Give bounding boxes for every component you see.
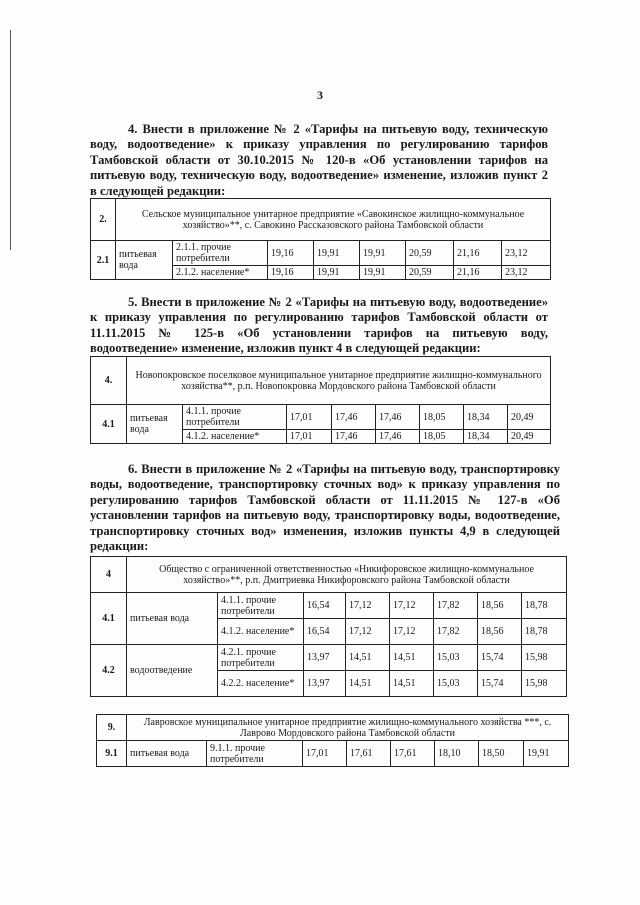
section-5-paragraph [90,295,548,357]
tariff-value: 17,61 [347,741,391,767]
table-row-code: 4 [91,557,127,593]
consumer-subcategory: 4.1.2. население* [218,619,304,645]
section-4-paragraph [90,122,548,199]
tariff-value: 14,51 [346,671,390,697]
service-category: питьевая вода [127,593,218,645]
tariff-value: 15,74 [478,645,522,671]
consumer-subcategory: 4.1.1. прочие потребители [218,593,304,619]
tariff-value: 19,16 [268,241,314,266]
tariff-value: 19,16 [268,266,314,280]
tariff-value: 18,05 [420,405,464,430]
tariff-value: 19,91 [524,741,569,767]
tariff-value: 14,51 [346,645,390,671]
tariff-value: 20,59 [406,241,454,266]
tariff-value: 17,12 [390,619,434,645]
table-row-code: 4. [91,357,127,405]
tariff-value: 19,91 [360,266,406,280]
service-category: питьевая вода [127,741,207,767]
section-6-paragraph [90,462,560,554]
tariff-value: 17,12 [346,619,390,645]
tariff-value: 17,01 [287,430,332,444]
tariff-value: 17,12 [390,593,434,619]
consumer-subcategory: 4.1.1. прочие потребители [183,405,287,430]
tariff-value: 19,91 [314,266,360,280]
organization-header: Новопокровское поселковое муниципальное унитарное предприятие жилищно-коммунального хозяйства**, р.п. Новопокровка Мордовского района Тамбовской области [127,357,551,405]
tariff-value: 21,16 [454,266,502,280]
tariff-value: 17,12 [346,593,390,619]
service-category: водоотведение [127,645,218,697]
tariff-value: 17,01 [287,405,332,430]
tariff-value: 16,54 [304,619,346,645]
tariff-value: 14,51 [390,645,434,671]
tariff-value: 17,01 [303,741,347,767]
service-category: питьевая вода [127,405,183,444]
table-row-code: 4.1 [91,405,127,444]
page-number: 3 [317,88,323,102]
tariff-value: 19,91 [360,241,406,266]
tariff-value: 21,16 [454,241,502,266]
service-category: питьевая вода [116,241,173,280]
tariff-value: 18,56 [478,593,522,619]
tariff-value: 13,97 [304,645,346,671]
tariff-value: 15,98 [522,671,567,697]
tariff-value: 18,50 [479,741,524,767]
table-row-code: 2. [91,199,116,241]
tariff-table-4 [90,356,551,444]
scan-edge-mark [10,30,11,250]
table-row-code: 9.1 [97,741,127,767]
tariff-value: 20,49 [508,430,551,444]
tariff-value: 17,82 [434,619,478,645]
tariff-value: 17,46 [376,405,420,430]
tariff-table-2 [90,198,551,280]
tariff-value: 15,74 [478,671,522,697]
consumer-subcategory: 4.2.2. население* [218,671,304,697]
tariff-value: 18,10 [435,741,479,767]
table-row-code: 4.1 [91,593,127,645]
consumer-subcategory: 4.1.2. население* [183,430,287,444]
section-5-text: 5. Внести в приложение № 2 «Тарифы на питьевую воду, водоотведение» к приказу управления по регулированию тарифов Тамбовской области от 11.11.2015 № 125-в «Об установлении тарифов на питьевую воду, водоотведение» изменение, изложив пункт 4 в следующей редакции: [90,295,548,356]
tariff-value: 17,46 [376,430,420,444]
table-row-code: 4.2 [91,645,127,697]
tariff-value: 14,51 [390,671,434,697]
tariff-value: 18,56 [478,619,522,645]
tariff-table-4-nikiforovka [90,556,567,697]
tariff-value: 18,34 [464,430,508,444]
tariff-table-9-lavrovo [96,714,569,767]
tariff-value: 23,12 [502,266,551,280]
tariff-value: 13,97 [304,671,346,697]
tariff-value: 17,82 [434,593,478,619]
table-row-code: 2.1 [91,241,116,280]
tariff-value: 17,46 [332,430,376,444]
tariff-value: 20,49 [508,405,551,430]
table-row-code: 9. [97,715,127,741]
organization-header: Лавровское муниципальное унитарное предприятие жилищно-коммунального хозяйства ***, с. Лаврово Мордовского района Тамбовской области [127,715,569,741]
consumer-subcategory: 9.1.1. прочие потребители [207,741,303,767]
tariff-value: 17,46 [332,405,376,430]
organization-header: Сельское муниципальное унитарное предприятие «Савокинское жилищно-коммунальное хозяйство»**, с. Савокино Рассказовского района Тамбовской области [116,199,551,241]
tariff-value: 18,78 [522,593,567,619]
section-6-text: 6. Внести в приложение № 2 «Тарифы на питьевую воду, транспортировку воды, водоотведение, транспортировку сточных вод» к приказу управления по регулированию тарифов Тамбовской области от 11.11.2015 № 127-в «Об установлении тарифов на питьевую воду, транспортировку воды, водоотведение, транспортировку сточных вод» изменения, изложив пункты 4,9 в следующей редакции: [90,462,560,554]
tariff-value: 23,12 [502,241,551,266]
tariff-value: 15,98 [522,645,567,671]
consumer-subcategory: 2.1.1. прочие потребители [173,241,268,266]
tariff-value: 17,61 [391,741,435,767]
organization-header: Общество с ограниченной ответственностью «Никифоровское жилищно-коммунальное хозяйство»**, р.п. Дмитриевка Никифоровского района Тамбовской области [127,557,567,593]
tariff-value: 18,34 [464,405,508,430]
tariff-value: 19,91 [314,241,360,266]
tariff-value: 20,59 [406,266,454,280]
tariff-value: 18,78 [522,619,567,645]
tariff-value: 16,54 [304,593,346,619]
consumer-subcategory: 4.2.1. прочие потребители [218,645,304,671]
tariff-value: 18,05 [420,430,464,444]
tariff-value: 15,03 [434,671,478,697]
tariff-value: 15,03 [434,645,478,671]
consumer-subcategory: 2.1.2. население* [173,266,268,280]
section-4-text: 4. Внести в приложение № 2 «Тарифы на питьевую воду, техническую воду, водоотведение» к приказу управления по регулированию тарифов Тамбовской области от 30.10.2015 № 120-в «Об установлении тарифов на питьевую воду, техническую воду, водоотведение» изменение, изложив пункт 2 в следующей редакции: [90,122,548,198]
